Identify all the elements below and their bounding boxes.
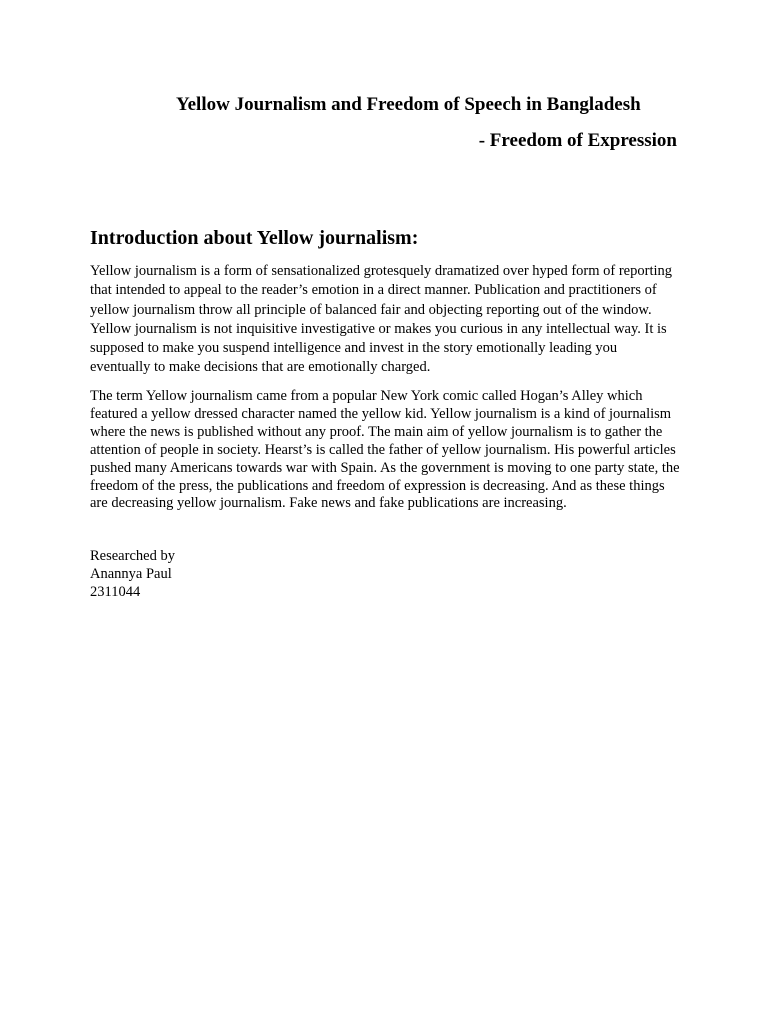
signature-label: Researched by [90, 548, 175, 564]
signature-block [90, 548, 175, 602]
document-subtitle: - Freedom of Expression [478, 130, 677, 151]
paragraph-2: The term Yellow journalism came from a popular New York comic called Hogan’s Alley which featured a yellow dressed character named the yellow kid. Yellow journalism is a kind of journalism where the news is published without any proof. The main aim of yellow journalism is to gather the attention of people in society. Hearst’s is called the father of yellow journalism. His powerful articles pushed many Americans towards war with Spain. As the government is moving to one party state, the freedom of the press, the publications and freedom of expression is decreasing. And as these things are decreasing yellow journalism. Fake news and fake publications are increasing. [90, 388, 680, 512]
paragraph-1: Yellow journalism is a form of sensationalized grotesquely dramatized over hyped form of reporting that intended to appeal to the reader’s emotion in a direct manner. Publication and practitioners of yellow journalism throw all principle of balanced fair and objecting reporting out of the window. Yellow journalism is not inquisitive investigative or makes you curious in any intellectual way. It is supposed to make you suspend intelligence and invest in the story emotionally leading you eventually to make decisions that are emotionally charged. [90, 263, 673, 376]
author-name: Anannya Paul [90, 565, 172, 582]
document-title: Yellow Journalism and Freedom of Speech in Bangladesh [176, 94, 641, 115]
student-id: 2311044 [90, 583, 141, 600]
section-heading: Introduction about Yellow journalism: [90, 227, 419, 249]
